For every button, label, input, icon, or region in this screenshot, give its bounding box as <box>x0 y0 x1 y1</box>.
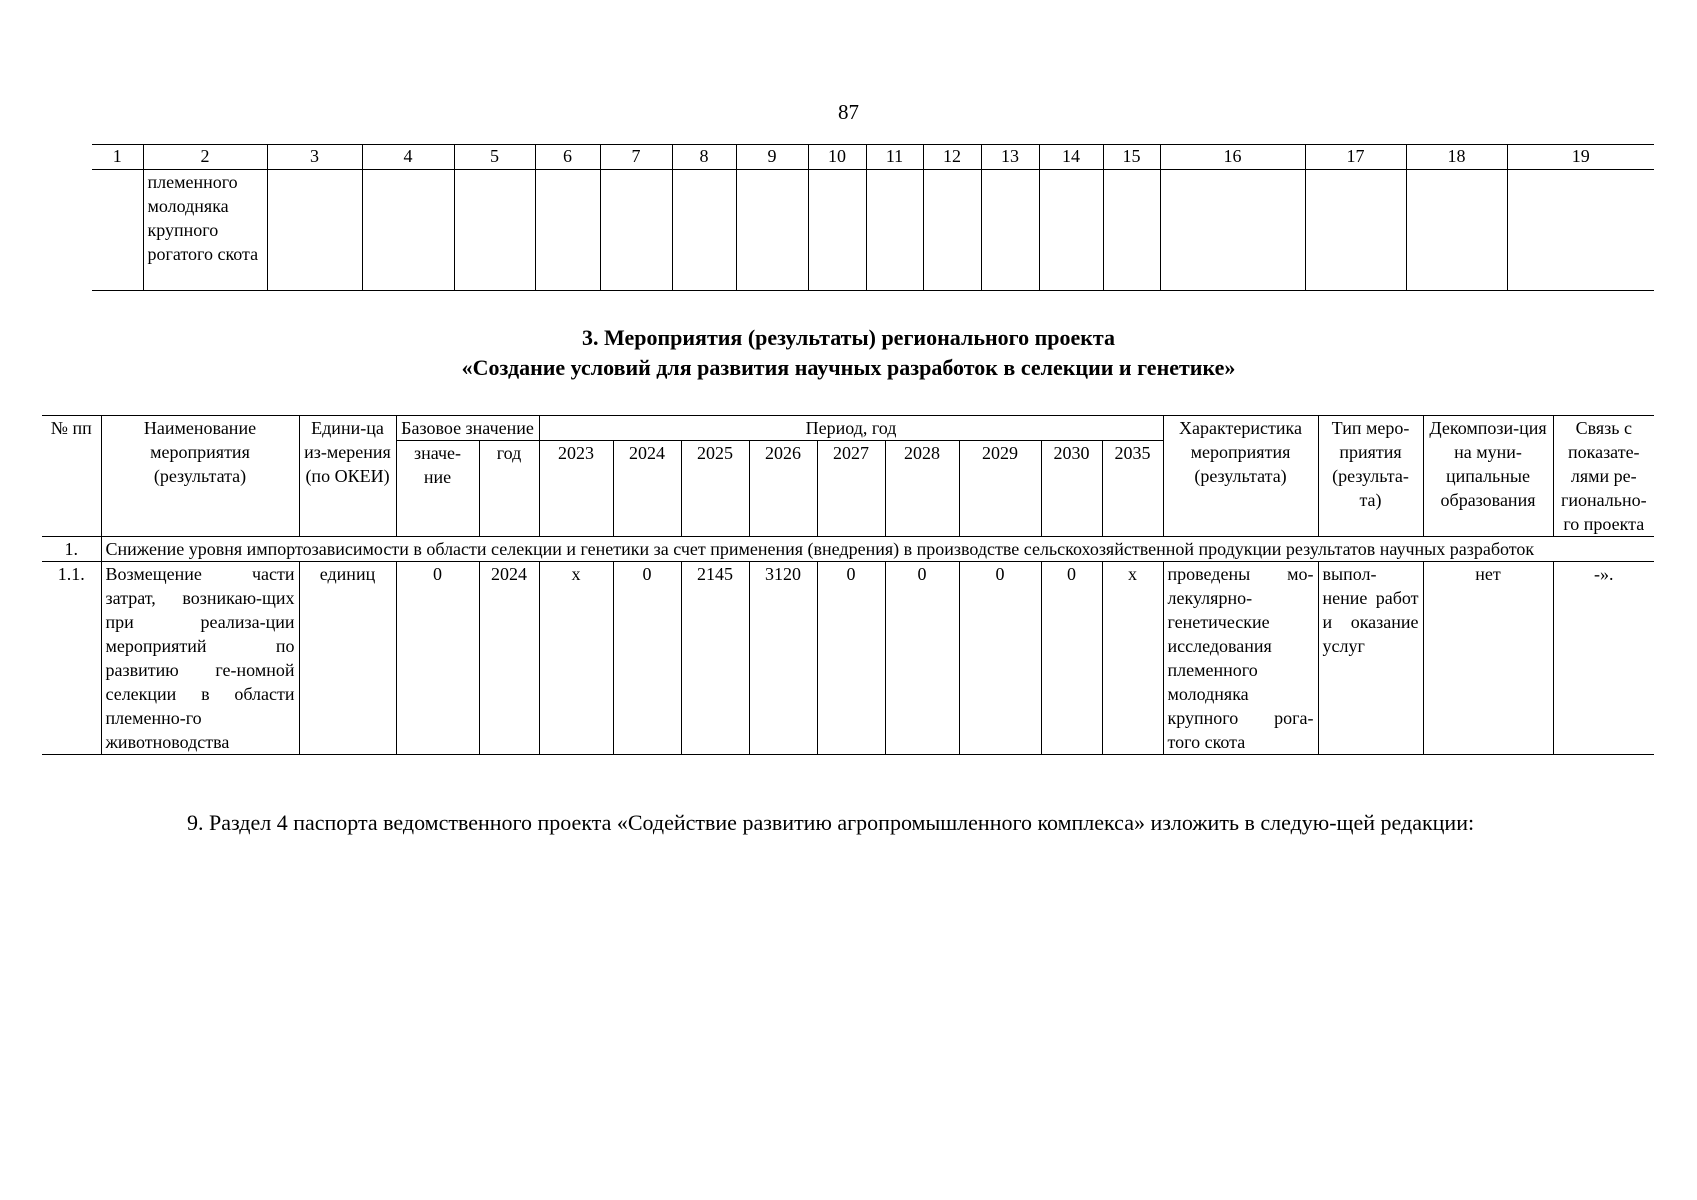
section-subtitle: «Создание условий для развития научных разработок в селекции и генетике» <box>461 355 1236 380</box>
row-year-value: 3120 <box>749 562 817 755</box>
col-number: 11 <box>866 145 923 170</box>
col-number: 19 <box>1507 145 1654 170</box>
row-base-value: 0 <box>396 562 479 755</box>
row-year-value: 0 <box>613 562 681 755</box>
row-year-value: 2145 <box>681 562 749 755</box>
row-link: -». <box>1553 562 1654 755</box>
header-year: 2035 <box>1102 441 1163 537</box>
header-year: 2026 <box>749 441 817 537</box>
col-number: 17 <box>1305 145 1406 170</box>
table-cell <box>92 170 143 291</box>
col-number: 15 <box>1103 145 1160 170</box>
table-cell <box>866 170 923 291</box>
measures-table <box>42 415 1654 755</box>
header-year: 2027 <box>817 441 885 537</box>
table-cell <box>1039 170 1103 291</box>
goal-row <box>42 537 1654 562</box>
row-type: выпол-нение работ и оказание услуг <box>1318 562 1423 755</box>
col-number: 10 <box>808 145 866 170</box>
col-number: 4 <box>362 145 454 170</box>
header-year: 2029 <box>959 441 1041 537</box>
header-base-value: значе-ние <box>396 441 479 537</box>
header-unit: Едини-ца из-мерения (по ОКЕИ) <box>299 416 396 537</box>
header-year: 2028 <box>885 441 959 537</box>
header-base-year: год <box>479 441 539 537</box>
table-cell: племенного молодняка крупного рогатого скота <box>143 170 267 291</box>
page-number: 87 <box>838 100 859 124</box>
col-number: 12 <box>923 145 981 170</box>
table-row <box>42 562 1654 755</box>
column-number-row <box>92 145 1654 170</box>
header-year: 2025 <box>681 441 749 537</box>
header-name: Наименование мероприятия (результата) <box>101 416 299 537</box>
table-cell <box>672 170 736 291</box>
header-row <box>42 416 1654 441</box>
section-title: 3. Мероприятия (результаты) регионального проекта <box>581 325 1116 350</box>
row-name: Возмещение части затрат, возникаю-щих при реализа-ции мероприятий по развитию ге-номной селекции в области племенно-го животноводства <box>101 562 299 755</box>
row-unit: единиц <box>299 562 396 755</box>
col-number: 9 <box>736 145 808 170</box>
row-year-value: х <box>1102 562 1163 755</box>
col-number: 3 <box>267 145 362 170</box>
row-base-year: 2024 <box>479 562 539 755</box>
table-cell <box>535 170 600 291</box>
row-year-value: 0 <box>959 562 1041 755</box>
col-number: 16 <box>1160 145 1305 170</box>
row-year-value: х <box>539 562 613 755</box>
col-number: 13 <box>981 145 1039 170</box>
header-year: 2030 <box>1041 441 1102 537</box>
body-paragraph: 9. Раздел 4 паспорта ведомственного проекта «Содействие развитию агропромышленного комплекса» изложить в следую-щей редакции: <box>187 810 1475 835</box>
table-cell <box>454 170 535 291</box>
col-number: 18 <box>1406 145 1507 170</box>
header-link: Связь с показате-лями ре-гионально-го проекта <box>1553 416 1654 537</box>
row-year-value: 0 <box>1041 562 1102 755</box>
row-year-value: 0 <box>885 562 959 755</box>
goal-text: Снижение уровня импортозависимости в области селекции и генетики за счет применения (внедрения) в производстве сельскохозяйственной продукции результатов научных разработок <box>101 537 1654 562</box>
table-cell <box>981 170 1039 291</box>
row-year-value: 0 <box>817 562 885 755</box>
header-num: № пп <box>42 416 101 537</box>
continuation-table <box>92 144 1654 291</box>
table-cell <box>600 170 672 291</box>
header-period: Период, год <box>539 416 1163 441</box>
col-number: 7 <box>600 145 672 170</box>
table-cell <box>1103 170 1160 291</box>
col-number: 5 <box>454 145 535 170</box>
table-cell <box>1160 170 1305 291</box>
table-cell <box>808 170 866 291</box>
header-type: Тип меро-приятия (результа-та) <box>1318 416 1423 537</box>
table-cell <box>736 170 808 291</box>
header-year: 2024 <box>613 441 681 537</box>
header-year: 2023 <box>539 441 613 537</box>
col-number: 14 <box>1039 145 1103 170</box>
goal-num: 1. <box>42 537 101 562</box>
table-cell <box>1507 170 1654 291</box>
table-cell <box>362 170 454 291</box>
header-characteristic: Характеристика мероприятия (результата) <box>1163 416 1318 537</box>
header-base: Базовое значение <box>396 416 539 441</box>
row-decomposition: нет <box>1423 562 1553 755</box>
col-number: 1 <box>92 145 143 170</box>
header-decomposition: Декомпози-ция на муни-ципальные образования <box>1423 416 1553 537</box>
table-cell <box>267 170 362 291</box>
col-number: 8 <box>672 145 736 170</box>
row-characteristic: проведены мо-лекулярно-генетические исследования племенного молодняка крупного рога-того скота <box>1163 562 1318 755</box>
col-number: 6 <box>535 145 600 170</box>
col-number: 2 <box>143 145 267 170</box>
table-cell <box>1406 170 1507 291</box>
table-row <box>92 170 1654 291</box>
table-cell <box>923 170 981 291</box>
row-num: 1.1. <box>42 562 101 755</box>
table-cell <box>1305 170 1406 291</box>
